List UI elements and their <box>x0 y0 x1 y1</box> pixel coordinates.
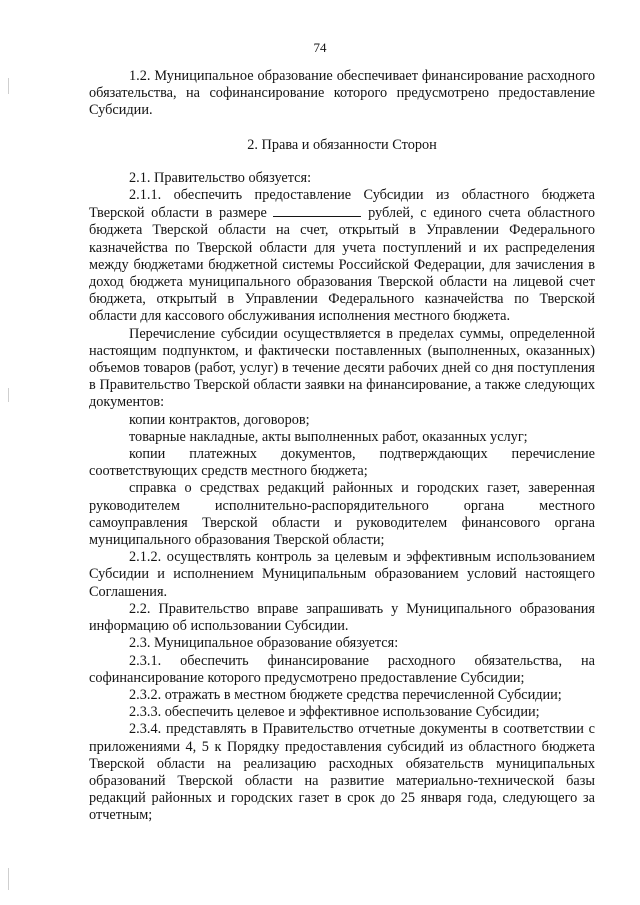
paragraph-2-1-1-end: рублей, с единого счета областного бюджета Тверской области на счет, открытый в Управлении Федерального казначейства по Тверской области для учета поступлений и их распределения между бюджетами бюджетной системы Российской Федерации, для зачисления в доход бюджета муниципального образования Тверской области на лицевой счет бюджета, открытый в Управлении Федерального казначейства по Тверской области для кассового обслуживания исполнения местного бюджета. <box>89 205 596 325</box>
page-number: 74 <box>313 40 327 55</box>
section-heading: 2. Права и обязанности Сторон <box>247 136 437 153</box>
paragraph-2-2: 2.2. Правительство вправе запрашивать у Муниципального образования информацию об использовании Субсидии. <box>89 600 595 635</box>
paragraph-2-3-3: 2.3.3. обеспечить целевое и эффективное использование Субсидии; <box>129 704 540 721</box>
paragraph-2-1-1 <box>89 187 595 326</box>
doc-item-contracts: копии контрактов, договоров; <box>129 411 310 428</box>
document-body <box>89 68 595 825</box>
doc-item-certificate: справка о средствах редакций районных и городских газет, заверенная руководителем исполнительно-распорядительного органа местного самоуправления Тверской области и руководителем финансового органа муниципального образования Тверской области; <box>89 480 595 549</box>
amount-blank-line <box>273 204 361 217</box>
paragraph-2-1: 2.1. Правительство обязуется: <box>129 169 312 186</box>
doc-item-invoices: товарные накладные, акты выполненных работ, оказанных услуг; <box>129 428 528 445</box>
scan-margin-mark-mid <box>8 388 9 402</box>
paragraph-1-2: 1.2. Муниципальное образование обеспечивает финансирование расходного обязательства, на софинансирование которого предусмотрено предоставление Субсидии. <box>89 68 595 119</box>
paragraph-2-3-4: 2.3.4. представлять в Правительство отчетные документы в соответствии с приложениями 4, 5 к Порядку предоставления субсидий из областного бюджета Тверской области на реализацию расходных обязательств муниципальных образований Тверской области на развитие материально-технической базы редакций районных и городских газет в срок до 25 января года, следующего за отчетным; <box>89 721 595 824</box>
scan-margin-mark-bottom <box>8 868 9 890</box>
paragraph-2-3-1: 2.3.1. обеспечить финансирование расходного обязательства, на софинансирование которого предусмотрено предоставление Субсидии; <box>89 652 595 686</box>
paragraph-transfer: Перечисление субсидии осуществляется в пределах суммы, определенной настоящим подпунктом, и фактически поставленных (выполненных, оказанных) объемов товаров (работ, услуг) в течение десяти рабочих дней со дня поступления в Правительство Тверской области заявки на финансирование, а также следующих документов: <box>89 325 595 411</box>
paragraph-2-1-1-start: 2.1.1. обеспечить предоставление Субсидии из областного бюджета Тверской области в размере <box>89 187 595 222</box>
paragraph-2-1-2: 2.1.2. осуществлять контроль за целевым и эффективным использованием Субсидии и исполнением Муниципальным образованием условий настоящего Соглашения. <box>89 549 595 600</box>
paragraph-2-3: 2.3. Муниципальное образование обязуется: <box>129 635 399 652</box>
doc-item-payments: копии платежных документов, подтверждающих перечисление соответствующих средств местного бюджета; <box>89 446 595 480</box>
paragraph-2-3-2: 2.3.2. отражать в местном бюджете средства перечисленной Субсидии; <box>129 686 562 703</box>
scan-margin-mark-top <box>8 78 9 94</box>
